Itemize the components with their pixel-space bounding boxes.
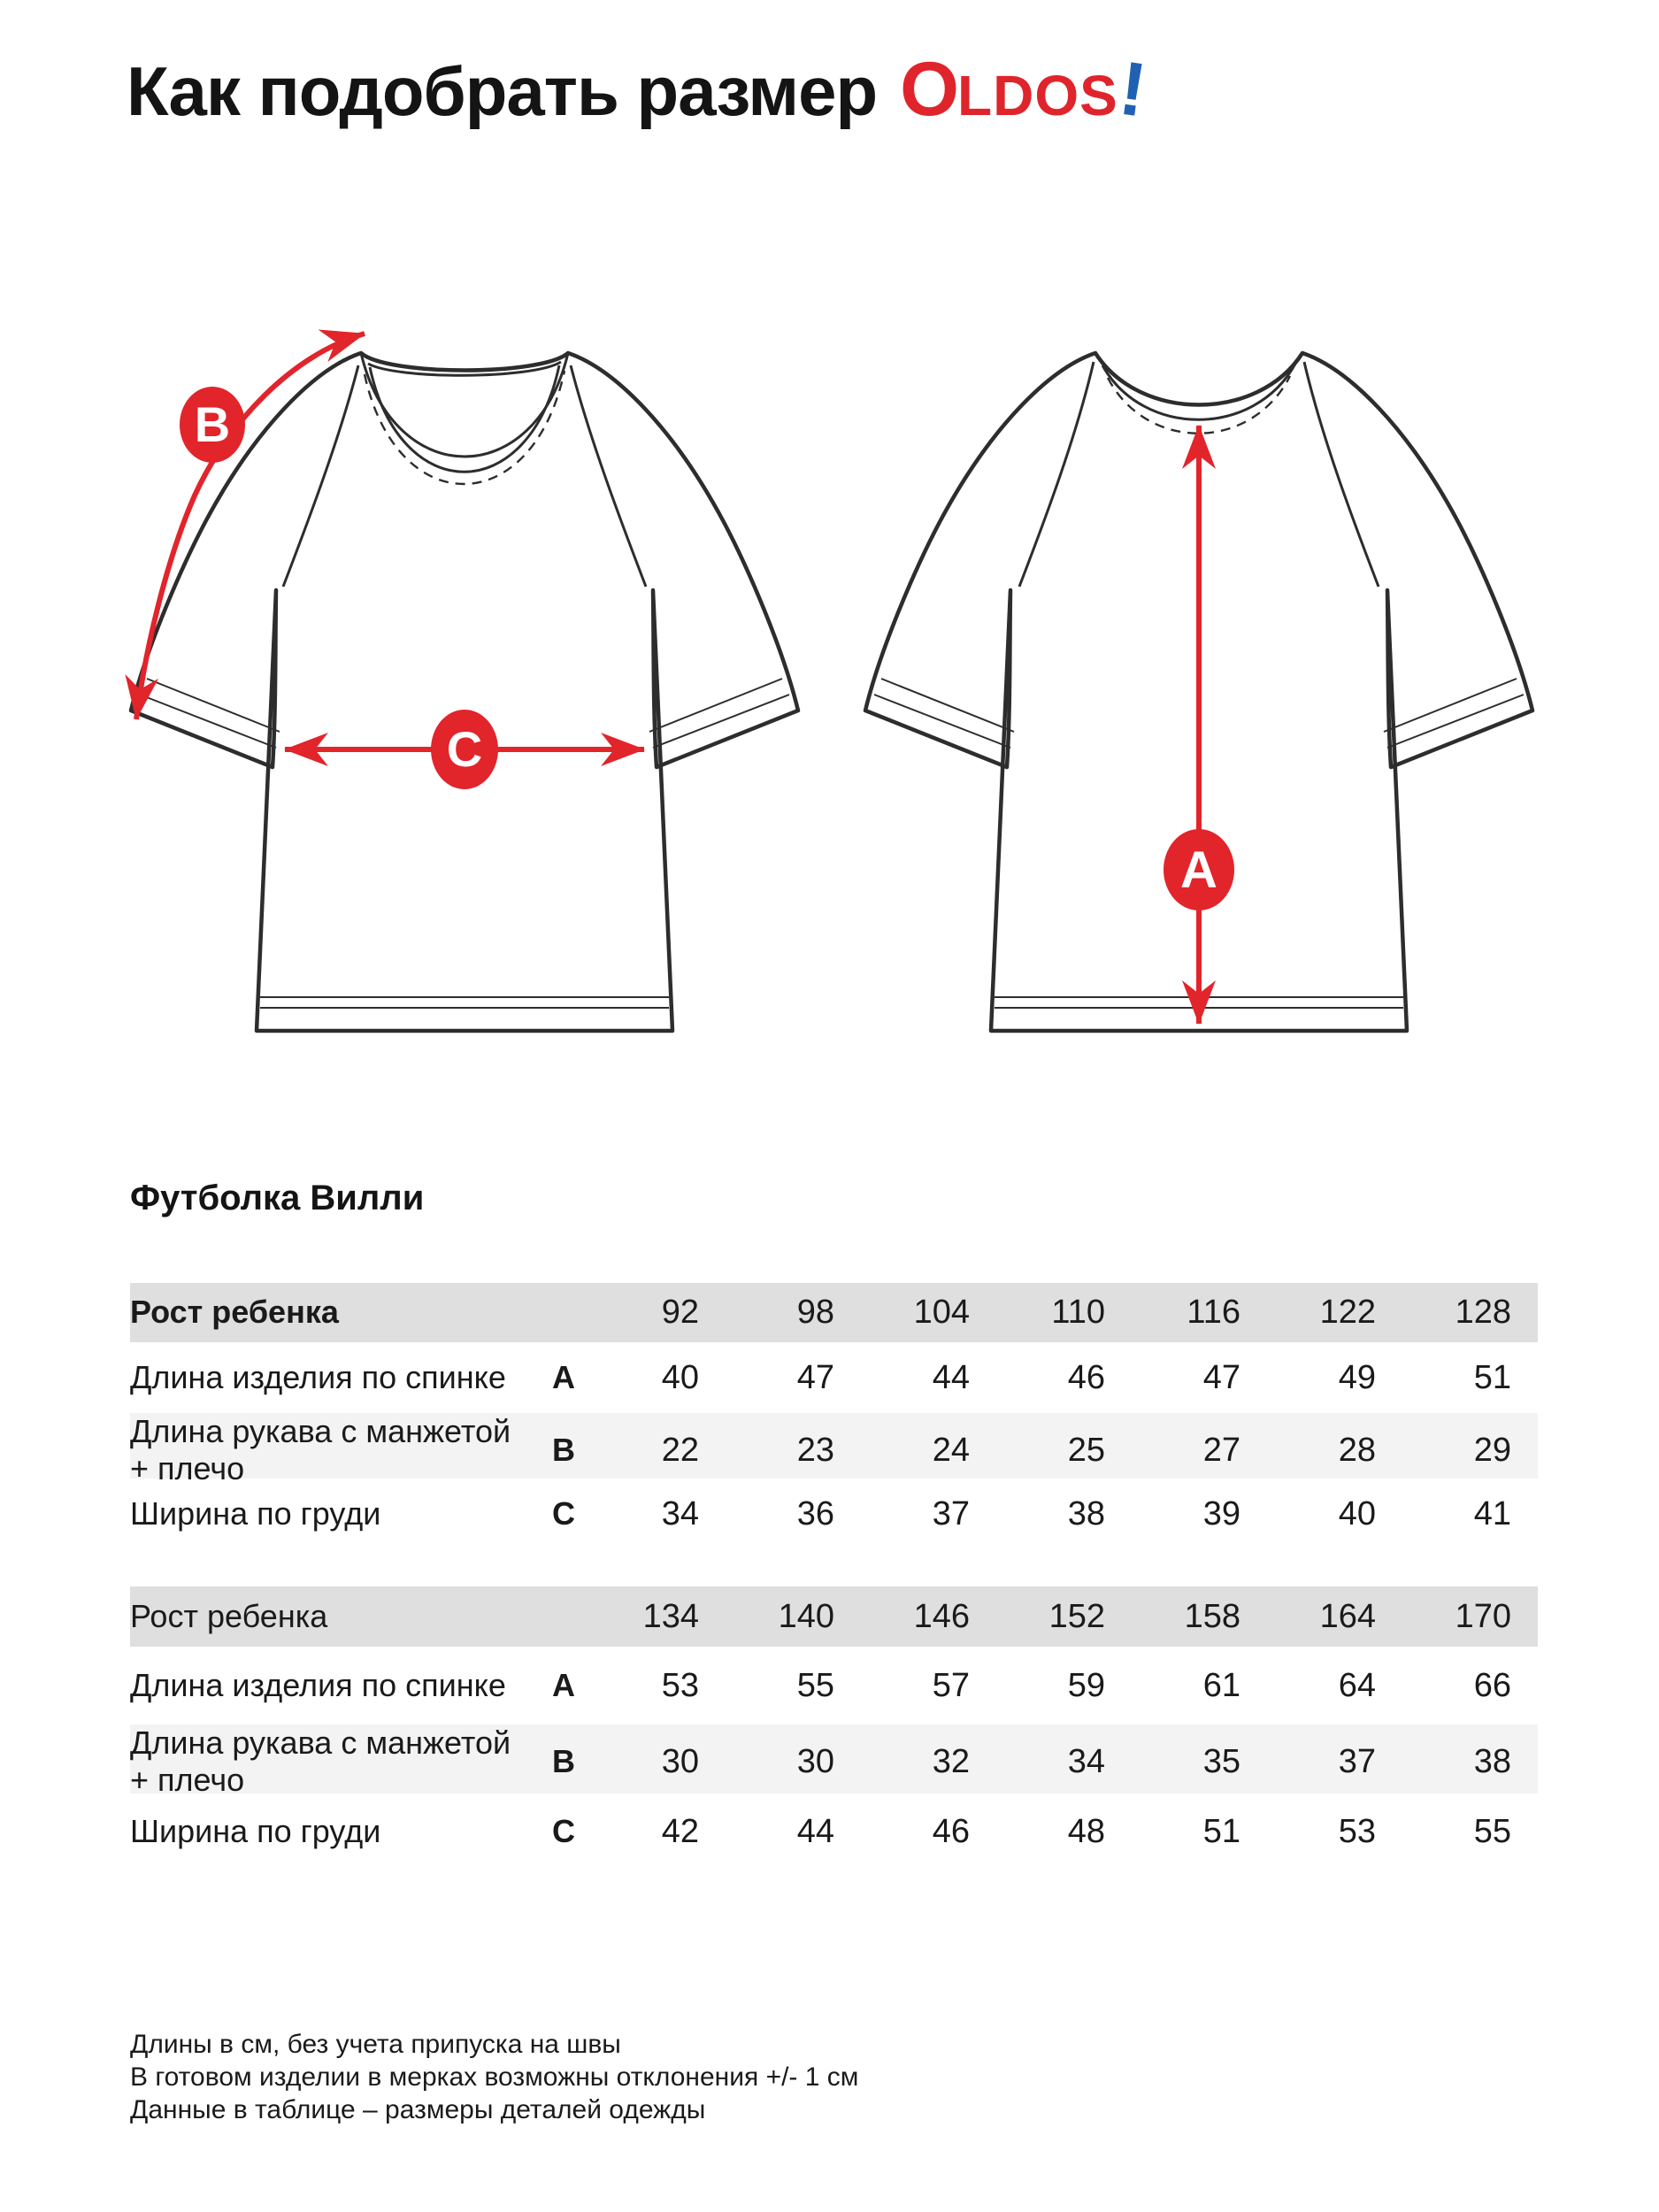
row-label: Длина изделия по спинке <box>130 1358 506 1395</box>
size-value: 152 <box>1048 1597 1105 1635</box>
size-value: 128 <box>1455 1294 1511 1331</box>
size-value: 53 <box>1338 1812 1376 1850</box>
size-value: 48 <box>1067 1812 1105 1850</box>
logo-letter-o: O <box>900 47 957 132</box>
table-row <box>130 1647 1538 1724</box>
size-value: 39 <box>1202 1494 1240 1532</box>
measure-letter: C <box>552 1813 575 1849</box>
size-value: 146 <box>913 1597 970 1635</box>
measure-letter: B <box>552 1743 575 1780</box>
size-value: 30 <box>796 1742 834 1780</box>
size-value: 46 <box>932 1812 970 1850</box>
size-value: 170 <box>1455 1597 1511 1635</box>
size-value: 38 <box>1067 1494 1105 1532</box>
size-value: 104 <box>913 1294 970 1331</box>
table1-header-row <box>130 1283 1538 1342</box>
row-label: Длина изделия по спинке <box>130 1666 506 1703</box>
tshirt-back-figure <box>858 323 1540 1040</box>
footnotes <box>130 2028 858 2126</box>
size-value: 66 <box>1473 1666 1511 1704</box>
size-value: 24 <box>932 1431 970 1469</box>
size-value: 34 <box>661 1494 699 1532</box>
row-label: Ширина по груди <box>130 1494 381 1532</box>
size-value: 57 <box>932 1666 970 1704</box>
size-value: 47 <box>796 1358 834 1396</box>
size-value: 32 <box>932 1742 970 1780</box>
size-value: 64 <box>1338 1666 1376 1704</box>
measure-letter: C <box>552 1495 575 1532</box>
size-value: 22 <box>661 1431 699 1469</box>
size-value: 158 <box>1184 1597 1240 1635</box>
measure-letter: B <box>552 1432 575 1469</box>
size-value: 53 <box>661 1666 699 1704</box>
size-value: 37 <box>932 1494 970 1532</box>
measure-label-c: C <box>446 721 483 777</box>
size-value: 44 <box>796 1812 834 1850</box>
measure-label-a: A <box>1180 841 1217 899</box>
size-value: 36 <box>796 1494 834 1532</box>
size-value: 59 <box>1067 1666 1105 1704</box>
logo-exclamation: ! <box>1114 45 1150 134</box>
table-row <box>130 1724 1538 1799</box>
page-title: Как подобрать размер <box>127 52 878 130</box>
footnote-line: Длины в см, без учета припуска на швы <box>130 2030 621 2059</box>
size-value: 30 <box>661 1742 699 1780</box>
size-value: 164 <box>1319 1597 1376 1635</box>
size-value: 47 <box>1202 1358 1240 1396</box>
table-row <box>130 1479 1538 1549</box>
footnote-line: Данные в таблице – размеры деталей одежды <box>130 2095 706 2124</box>
product-title: Футболка Вилли <box>130 1179 425 1217</box>
size-value: 25 <box>1067 1431 1105 1469</box>
size-value: 51 <box>1202 1812 1240 1850</box>
row-label: Длина рукава с манжетой + плечо <box>130 1413 511 1487</box>
size-value: 42 <box>661 1812 699 1850</box>
size-table <box>130 1283 1538 1870</box>
size-value: 55 <box>1473 1812 1511 1850</box>
row-label: Ширина по груди <box>130 1812 381 1849</box>
page-header <box>127 45 1150 134</box>
size-value: 134 <box>642 1597 699 1635</box>
measure-letter: A <box>552 1667 575 1703</box>
table-row <box>130 1793 1538 1870</box>
size-value: 40 <box>1338 1494 1376 1532</box>
table-row <box>130 1342 1538 1413</box>
size-value: 55 <box>796 1666 834 1704</box>
size-value: 27 <box>1202 1431 1240 1469</box>
oldos-logo <box>900 45 1150 134</box>
logo-letters: LDOS <box>957 64 1118 127</box>
size-value: 110 <box>1051 1294 1105 1331</box>
size-value: 40 <box>661 1358 699 1396</box>
size-value: 34 <box>1067 1742 1105 1780</box>
size-value: 116 <box>1187 1294 1240 1331</box>
size-value: 51 <box>1473 1358 1511 1396</box>
size-value: 61 <box>1202 1666 1240 1704</box>
measure-letter: A <box>552 1359 575 1395</box>
size-value: 92 <box>661 1294 699 1331</box>
size-value: 37 <box>1338 1742 1376 1780</box>
footnote-line: В готовом изделии в мерках возможны отклонения +/- 1 см <box>130 2062 859 2092</box>
size-value: 49 <box>1338 1358 1376 1396</box>
row-label: Длина рукава с манжетой + плечо <box>130 1724 511 1799</box>
table-row <box>130 1413 1538 1487</box>
size-value: 98 <box>796 1294 834 1331</box>
tshirt-front-figure <box>124 323 805 1040</box>
size-value: 41 <box>1473 1494 1511 1532</box>
size-value: 23 <box>796 1431 834 1469</box>
size-value: 29 <box>1473 1431 1511 1469</box>
row-label: Рост ребенка <box>130 1597 328 1634</box>
size-value: 38 <box>1473 1742 1511 1780</box>
size-value: 122 <box>1319 1294 1376 1331</box>
measure-label-b: B <box>194 396 231 452</box>
table-gap <box>130 1549 1538 1586</box>
row-label: Рост ребенка <box>130 1294 339 1331</box>
table2-header-row <box>130 1586 1538 1647</box>
size-value: 46 <box>1067 1358 1105 1396</box>
size-value: 28 <box>1338 1431 1376 1469</box>
size-value: 44 <box>932 1358 970 1396</box>
size-value: 140 <box>778 1597 834 1635</box>
size-value: 35 <box>1202 1742 1240 1780</box>
